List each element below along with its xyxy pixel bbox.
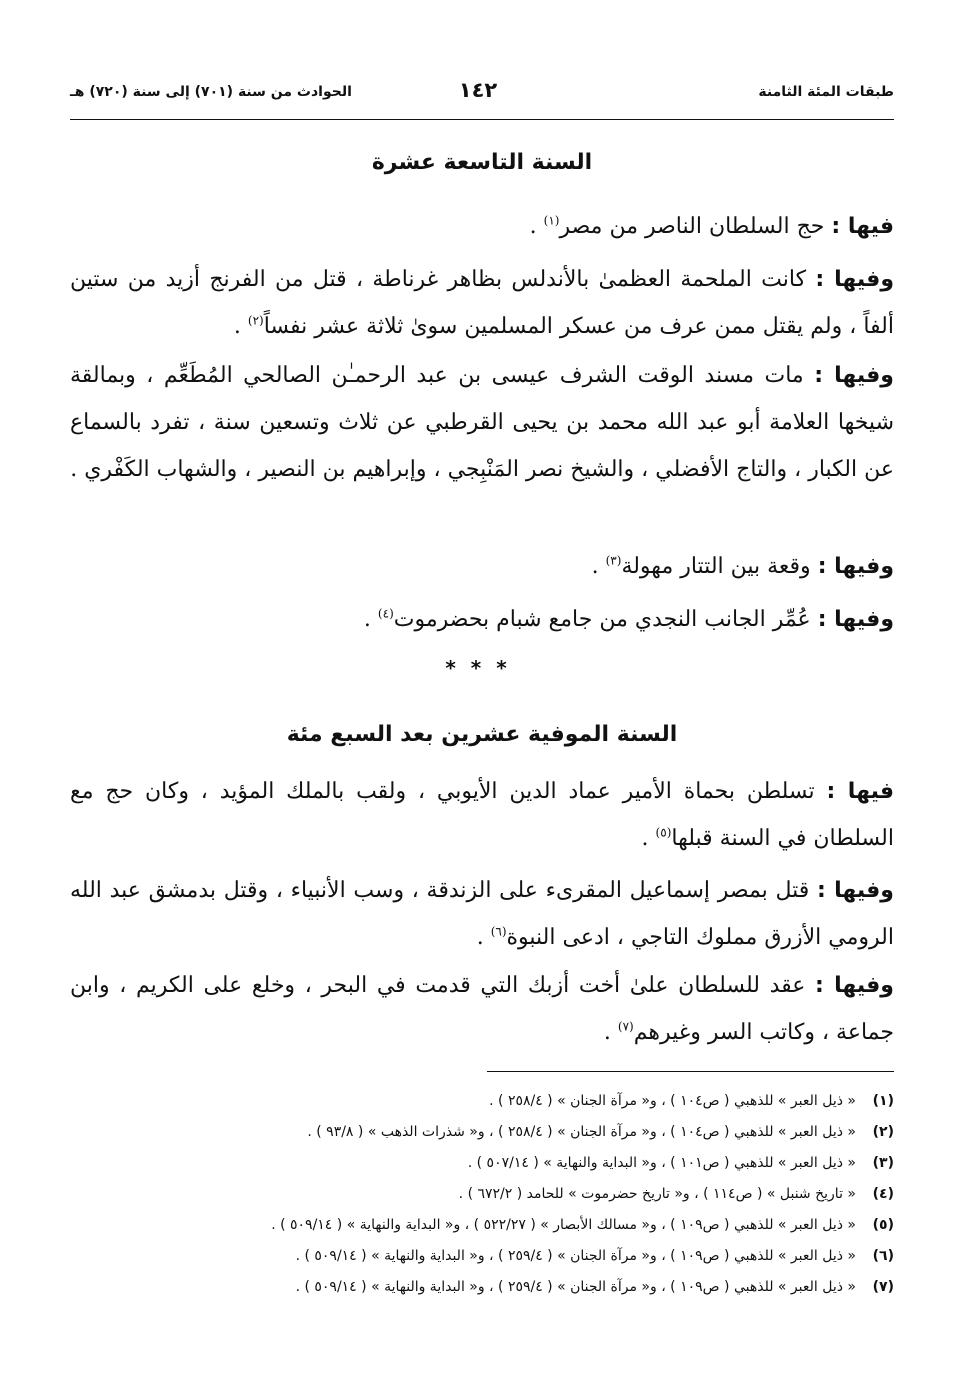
footnote (70, 1272, 894, 1303)
footnote-text: « ذيل العبر » للذهبي ( ص١٠٤ ) ، و« مرآة الجنان » ( ٢٥٨/٤ ) ، و« شذرات الذهب » ( ٩٣/٨ ) . (307, 1124, 856, 1140)
paragraph-text: تسلطن بحماة الأمير عماد الدين الأيوبي ، ولقب بالملك المؤيد ، وكان حج مع السلطان في السنة قبلها (70, 779, 894, 851)
paragraph-text: مات مسند الوقت الشرف عيسى بن عبد الرحمـٰن الصالحي المُطَعِّم ، وبمالقة شيخها العلامة أبو عبد الله محمد بن يحيى القرطبي عن ثلاث وتسعين سنة ، تفرد بالسماع عن الكبار ، والتاج الأفضلي ، والشيخ نصر المَنْبِجي ، وإبراهيم بن النصير ، والشهاب الكَفْري (70, 363, 894, 482)
book-title: طبقات المئة الثامنة (758, 84, 894, 100)
footnote-number: (٤) (872, 1186, 894, 1202)
paragraph-end: . (641, 826, 656, 851)
footnote-list (70, 1086, 894, 1303)
event-paragraph (70, 867, 894, 961)
paragraph-lead: وفيها : (815, 973, 894, 998)
footnote-ref: (٣) (605, 553, 622, 568)
footnote (70, 1117, 894, 1148)
year-heading: السنة الموفية عشرين بعد السبع مئة (286, 722, 678, 747)
footnote-number: (٣) (872, 1155, 894, 1171)
paragraph-text: وقعة بين التتار مهولة (621, 554, 818, 579)
footnote (70, 1210, 894, 1241)
footnote-ref: (١) (543, 213, 560, 228)
section-separator: * * * (445, 656, 511, 680)
page-number: ١٤٢ (458, 78, 498, 102)
paragraph-lead: وفيها : (814, 363, 894, 388)
footnote-text: « ذيل العبر » للذهبي ( ص١٠٩ ) ، و« مرآة الجنان » ( ٢٥٩/٤ ) ، و« البداية والنهاية » ( ٥٠٩/١٤ ) . (295, 1279, 856, 1295)
section-title: الحوادث من سنة (٧٠١) إلى سنة (٧٢٠) هـ (70, 84, 352, 100)
footnote (70, 1179, 894, 1210)
event-paragraph (70, 962, 894, 1056)
footnote-rule (487, 1071, 894, 1072)
paragraph-lead: وفيها : (817, 607, 894, 632)
event-paragraph (70, 352, 894, 493)
footnote-ref: (٤) (377, 606, 394, 621)
paragraph-end: . (591, 554, 606, 579)
footnote-number: (١) (872, 1093, 894, 1109)
paragraph-end: . (603, 1020, 618, 1045)
footnote-text: « ذيل العبر » للذهبي ( ص١٠٩ ) ، و« مرآة الجنان » ( ٢٥٩/٤ ) ، و« البداية والنهاية » ( ٥٠٩/١٤ ) . (295, 1248, 856, 1264)
event-paragraph (70, 256, 894, 350)
event-paragraph (70, 203, 894, 250)
footnote-text: « ذيل العبر » للذهبي ( ص١٠١ ) ، و« البداية والنهاية » ( ٥٠٧/١٤ ) . (467, 1155, 856, 1171)
year-heading: السنة التاسعة عشرة (371, 150, 593, 175)
footnote-ref: (٧) (617, 1019, 634, 1034)
paragraph-end: . (363, 607, 378, 632)
footnote-number: (٦) (872, 1248, 894, 1264)
footnote (70, 1086, 894, 1117)
event-paragraph (70, 596, 894, 643)
footnote-number: (٥) (872, 1217, 894, 1233)
paragraph-end: . (476, 925, 491, 950)
footnote-ref: (٢) (247, 313, 264, 328)
paragraph-end: . (70, 457, 85, 482)
paragraph-lead: وفيها : (817, 554, 894, 579)
footnote (70, 1241, 894, 1272)
footnote-ref: (٦) (490, 924, 507, 939)
paragraph-text: قتل بمصر إسماعيل المقرىء على الزندقة ، وسب الأنبياء ، وقتل بدمشق عبد الله الرومي الأزرق مملوك التاجي ، ادعى النبوة (70, 878, 894, 950)
paragraph-end: . (233, 314, 248, 339)
paragraph-text: عُمِّر الجانب النجدي من جامع شبام بحضرموت (393, 607, 818, 632)
footnote-text: « تاريخ شنبل » ( ص١١٤ ) ، و« تاريخ حضرموت » للحامد ( ٦٧٢/٢ ) . (458, 1186, 856, 1202)
footnote-text: « ذيل العبر » للذهبي ( ص١٠٤ ) ، و« مرآة الجنان » ( ٢٥٨/٤ ) . (489, 1093, 856, 1109)
paragraph-lead: وفيها : (815, 267, 894, 292)
paragraph-lead: وفيها : (816, 878, 894, 903)
footnote-text: « ذيل العبر » للذهبي ( ص١٠٩ ) ، و« مسالك الأبصار » ( ٥٢٢/٢٧ ) ، و« البداية والنهاية » ( ٥٠٩/١٤ ) . (271, 1217, 856, 1233)
footnote (70, 1148, 894, 1179)
paragraph-lead: فيها : (831, 214, 894, 239)
paragraph-lead: فيها : (826, 779, 894, 804)
footnote-ref: (٥) (655, 825, 672, 840)
footnote-number: (٢) (872, 1124, 894, 1140)
paragraph-text: كانت الملحمة العظمىٰ بالأندلس بظاهر غرناطة ، قتل من الفرنج أزيد من ستين ألفاً ، ولم يقتل ممن عرف من عسكر المسلمين سوىٰ ثلاثة عشر نفساً (70, 267, 894, 339)
paragraph-text: عقد للسلطان علىٰ أخت أزبك التي قدمت في البحر ، وخلع على الكريم ، وابن جماعة ، وكاتب السر وغيرهم (70, 973, 894, 1045)
paragraph-end: . (529, 214, 544, 239)
footnote-number: (٧) (872, 1279, 894, 1295)
event-paragraph (70, 768, 894, 862)
event-paragraph (70, 543, 894, 590)
header-rule (70, 119, 894, 120)
paragraph-text: حج السلطان الناصر من مصر (559, 214, 832, 239)
